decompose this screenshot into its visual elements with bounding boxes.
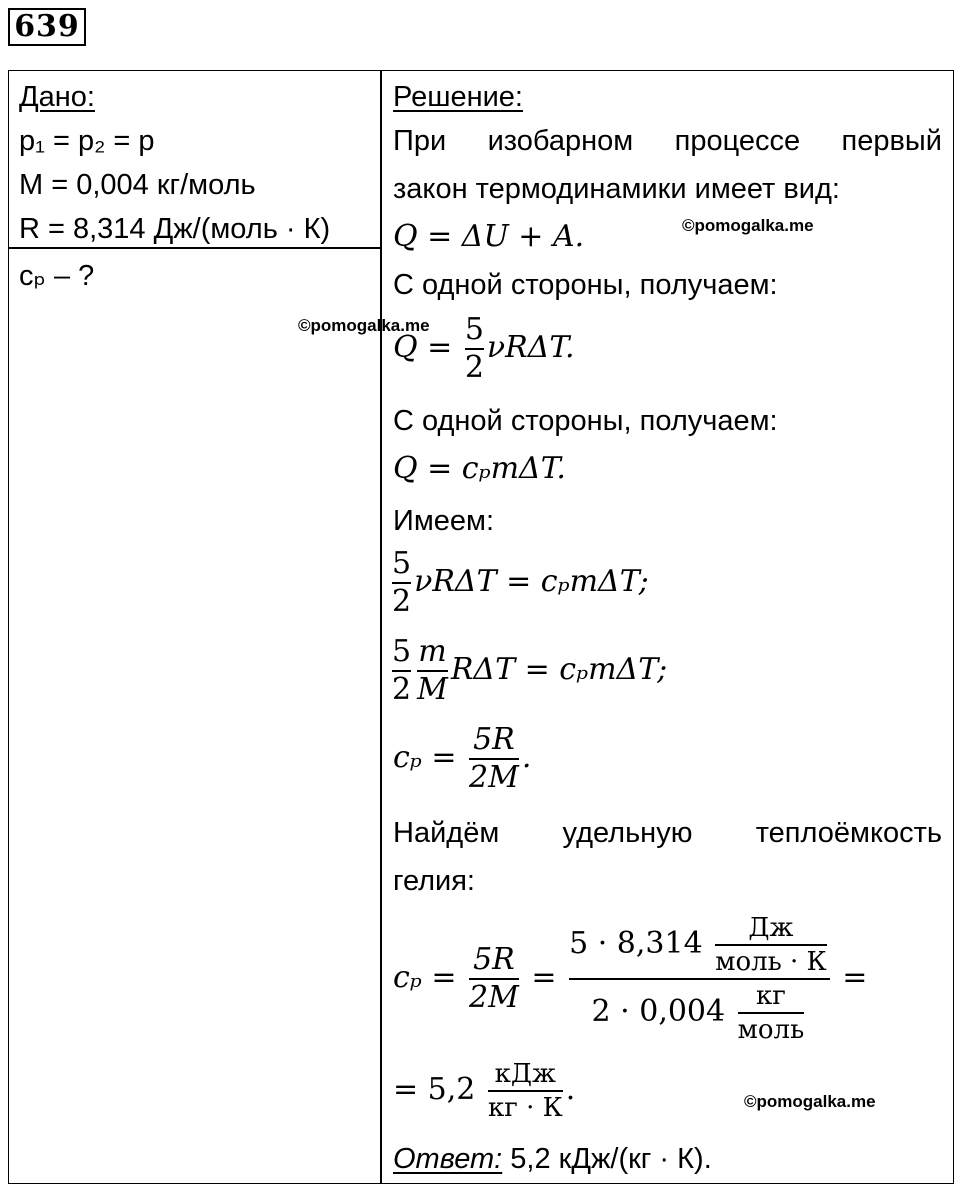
find-word: удельную	[562, 817, 693, 849]
intro-word: изобарном	[487, 125, 634, 157]
eq8-end: .	[565, 1072, 576, 1107]
eq2-fraction	[465, 312, 484, 386]
given-line-pressure: p₁ = p₂ = p	[19, 125, 155, 157]
eq6-end: .	[521, 740, 532, 775]
solution-header: Решение:	[393, 81, 523, 113]
eq8-lhs: = 5,2	[393, 1072, 476, 1107]
eq7-num-unit-num: Дж	[748, 913, 794, 943]
watermark: ©pomogalka.me	[298, 316, 430, 335]
find-word: Найдём	[393, 817, 500, 849]
watermark: ©pomogalka.me	[744, 1092, 876, 1111]
equation-cp-formula	[393, 722, 531, 796]
eq6-fraction	[469, 722, 519, 796]
answer-label: Ответ:	[393, 1143, 503, 1175]
eq5-num2: m	[418, 634, 447, 669]
solution-intro-line2: закон термодинамики имеет вид:	[393, 173, 840, 205]
eq6-lhs: cₚ =	[393, 740, 457, 775]
eq2-num: 5	[464, 312, 484, 347]
eq2-lhs: Q =	[393, 330, 453, 365]
watermark: ©pomogalka.me	[682, 216, 814, 235]
equation-substitute-moles	[389, 634, 667, 708]
intro-word: первый	[841, 125, 942, 157]
eq5-fraction-1	[392, 634, 411, 708]
eq7-tail: =	[842, 960, 868, 995]
eq8-unit	[488, 1058, 563, 1124]
eq7-lhs: cₚ =	[393, 960, 457, 995]
given-line-molar-mass: M = 0,004 кг/моль	[19, 169, 256, 201]
eq5-num1: 5	[392, 634, 412, 669]
given-line-gas-constant: R = 8,314 Дж/(моль · К)	[19, 213, 331, 245]
given-divider	[9, 247, 382, 249]
text-have: Имеем:	[393, 505, 495, 537]
eq4-fraction	[392, 546, 411, 620]
problem-number: 639	[8, 8, 86, 46]
eq7-equals: =	[531, 960, 557, 995]
equation-result	[393, 1058, 575, 1124]
eq7-den-value: 2 · 0,004	[591, 994, 726, 1029]
solution-intro-line1	[393, 124, 942, 158]
eq5-fraction-2	[417, 634, 448, 708]
eq6-den: 2M	[469, 760, 519, 795]
intro-word: При	[393, 125, 447, 157]
equation-first-law: Q = ΔU + A.	[393, 219, 585, 254]
eq7-den-unit-num: кг	[756, 981, 786, 1011]
eq5-rhs: RΔT = cₚmΔT;	[450, 652, 668, 687]
eq6-num: 5R	[473, 722, 515, 757]
eq7-f1-den: 2M	[469, 980, 519, 1015]
eq7-fraction-numeric	[569, 912, 830, 1046]
eq7-num-value: 5 · 8,314	[569, 926, 703, 961]
intro-word: процессе	[674, 125, 801, 157]
eq2-den: 2	[464, 350, 484, 385]
column-divider	[380, 71, 382, 1183]
eq7-fraction-symbolic	[469, 942, 519, 1016]
given-header: Дано:	[19, 81, 95, 113]
eq7-num-unit	[715, 912, 826, 978]
eq7-denominator	[569, 978, 830, 1046]
eq4-num: 5	[392, 546, 412, 581]
text-one-side-2: С одной стороны, получаем:	[393, 405, 778, 437]
equation-heat-capacity: Q = cₚmΔT.	[393, 451, 566, 486]
answer-line	[393, 1142, 712, 1176]
eq5-den2: M	[417, 672, 448, 707]
equation-numeric	[393, 912, 867, 1046]
answer-value: 5,2 кДж/(кг · К).	[502, 1143, 712, 1175]
find-word: теплоёмкость	[755, 817, 942, 849]
eq4-den: 2	[392, 584, 412, 619]
eq4-rhs: νRΔT = cₚmΔT;	[414, 564, 649, 599]
text-find-line2: гелия:	[393, 865, 475, 897]
eq8-unit-num: кДж	[494, 1059, 556, 1089]
text-one-side-1: С одной стороны, получаем:	[393, 269, 778, 301]
eq7-den-unit-den: моль	[738, 1012, 805, 1046]
text-find-line1	[393, 816, 942, 850]
equation-equate	[389, 546, 649, 620]
eq5-den1: 2	[392, 672, 412, 707]
eq7-numerator	[569, 912, 830, 978]
eq7-f1-num: 5R	[473, 942, 515, 977]
eq7-num-unit-den: моль · К	[715, 944, 826, 978]
eq2-rhs: νRΔT.	[486, 330, 575, 365]
find-quantity: cₚ – ?	[19, 260, 95, 292]
eq8-unit-den: кг · К	[488, 1090, 563, 1124]
eq7-den-unit	[738, 980, 805, 1046]
